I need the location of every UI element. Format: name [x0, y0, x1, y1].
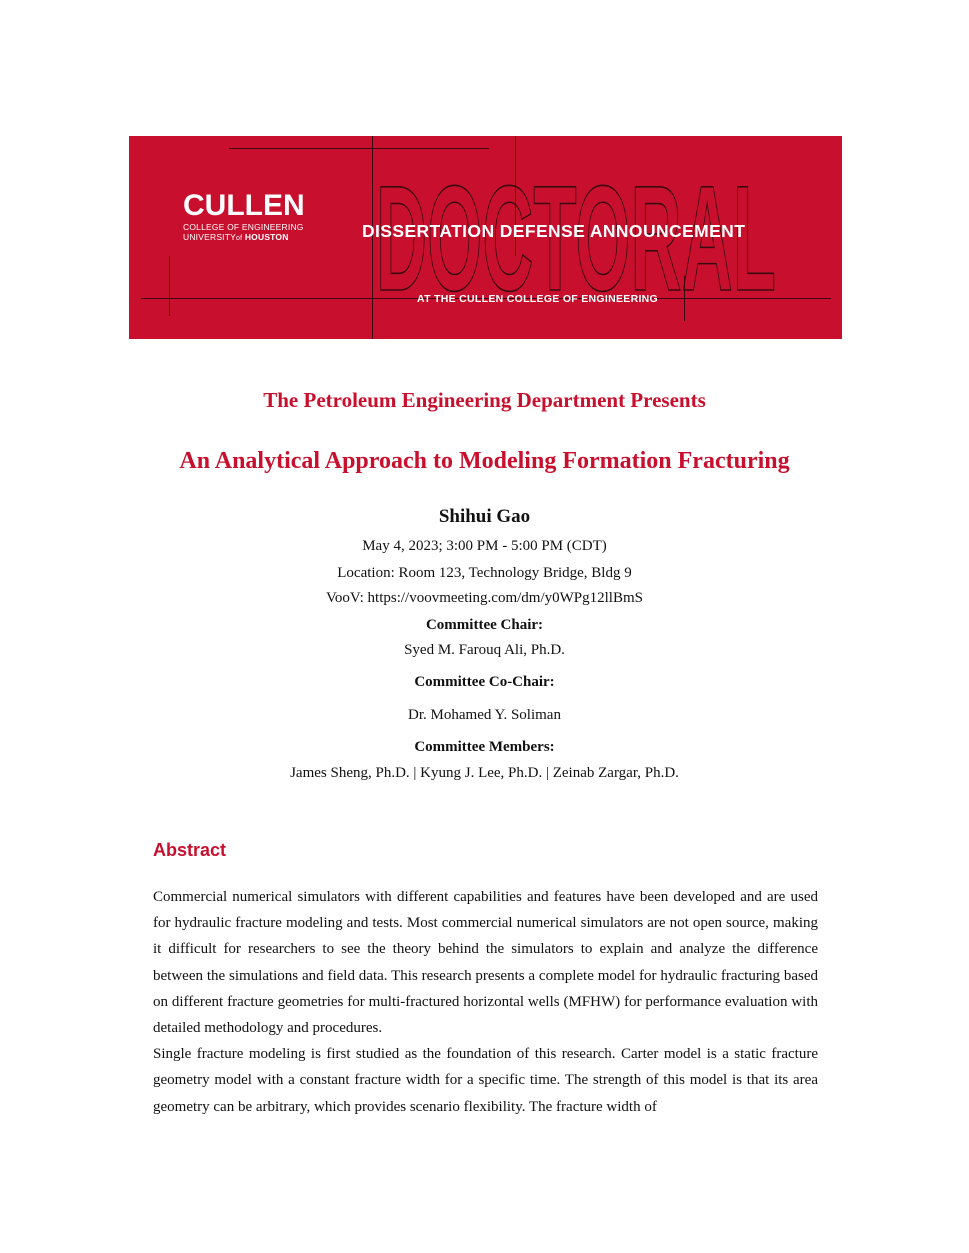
logo-college-line: COLLEGE OF ENGINEERING — [183, 222, 304, 232]
logo-wordmark: CULLEN — [183, 189, 305, 222]
abstract-heading: Abstract — [153, 840, 227, 860]
banner-rule-top — [229, 148, 489, 149]
banner-heading: DISSERTATION DEFENSE ANNOUNCEMENT — [362, 221, 746, 241]
abstract-body — [153, 884, 818, 1120]
abstract-paragraph: Commercial numerical simulators with different capabilities and features have been developed and are used for hydraulic fracture modeling and tests. Most commercial numerical simulators are not open source, making it difficult for researchers to see the theory behind the simulators to explain and analyze the difference between the simulations and field data. This research presents a complete model for hydraulic fracturing based on different fracture geometries for multi-fractured horizontal wells (MFHW) for performance evaluation with detailed methodology and procedures. — [153, 889, 818, 1037]
defense-datetime: May 4, 2023; 3:00 PM - 5:00 PM (CDT) — [362, 538, 607, 554]
dissertation-title: An Analytical Approach to Modeling Formation Fracturing — [179, 448, 790, 474]
svg-text:DOCTORAL: DOCTORAL — [376, 166, 776, 298]
cullen-logo — [183, 191, 305, 244]
committee-members-label: Committee Members: — [414, 739, 555, 755]
defense-location: Location: Room 123, Technology Bridge, Bldg 9 — [337, 565, 632, 581]
committee-cochair-name: Dr. Mohamed Y. Soliman — [408, 707, 561, 723]
department-line: The Petroleum Engineering Department Presents — [263, 388, 706, 412]
logo-university-line: UNIVERSITYof HOUSTON — [183, 232, 289, 242]
banner-rule-vertical-side — [169, 256, 170, 316]
announcement-banner — [129, 136, 842, 339]
author-name: Shihui Gao — [438, 506, 531, 527]
committee-chair-label: Committee Chair: — [425, 617, 544, 633]
committee-cochair-label: Committee Co-Chair: — [414, 674, 555, 690]
abstract-paragraph: Single fracture modeling is first studied as the foundation of this research. Carter model is a static fracture geometry model with a constant fracture width for a specific time. The strength of this model is that its area geometry can be arbitrary, which provides scenario flexibility. The fracture width of — [153, 1046, 818, 1115]
committee-chair-name: Syed M. Farouq Ali, Ph.D. — [404, 642, 565, 658]
committee-members-names: James Sheng, Ph.D. | Kyung J. Lee, Ph.D. | Zeinab Zargar, Ph.D. — [290, 765, 679, 781]
banner-subheading: AT THE CULLEN COLLEGE OF ENGINEERING — [417, 293, 659, 305]
voov-link[interactable]: VooV: https://voovmeeting.com/dm/y0WPg12llBmS — [326, 590, 643, 606]
page-bottom-margin — [140, 1116, 840, 1156]
